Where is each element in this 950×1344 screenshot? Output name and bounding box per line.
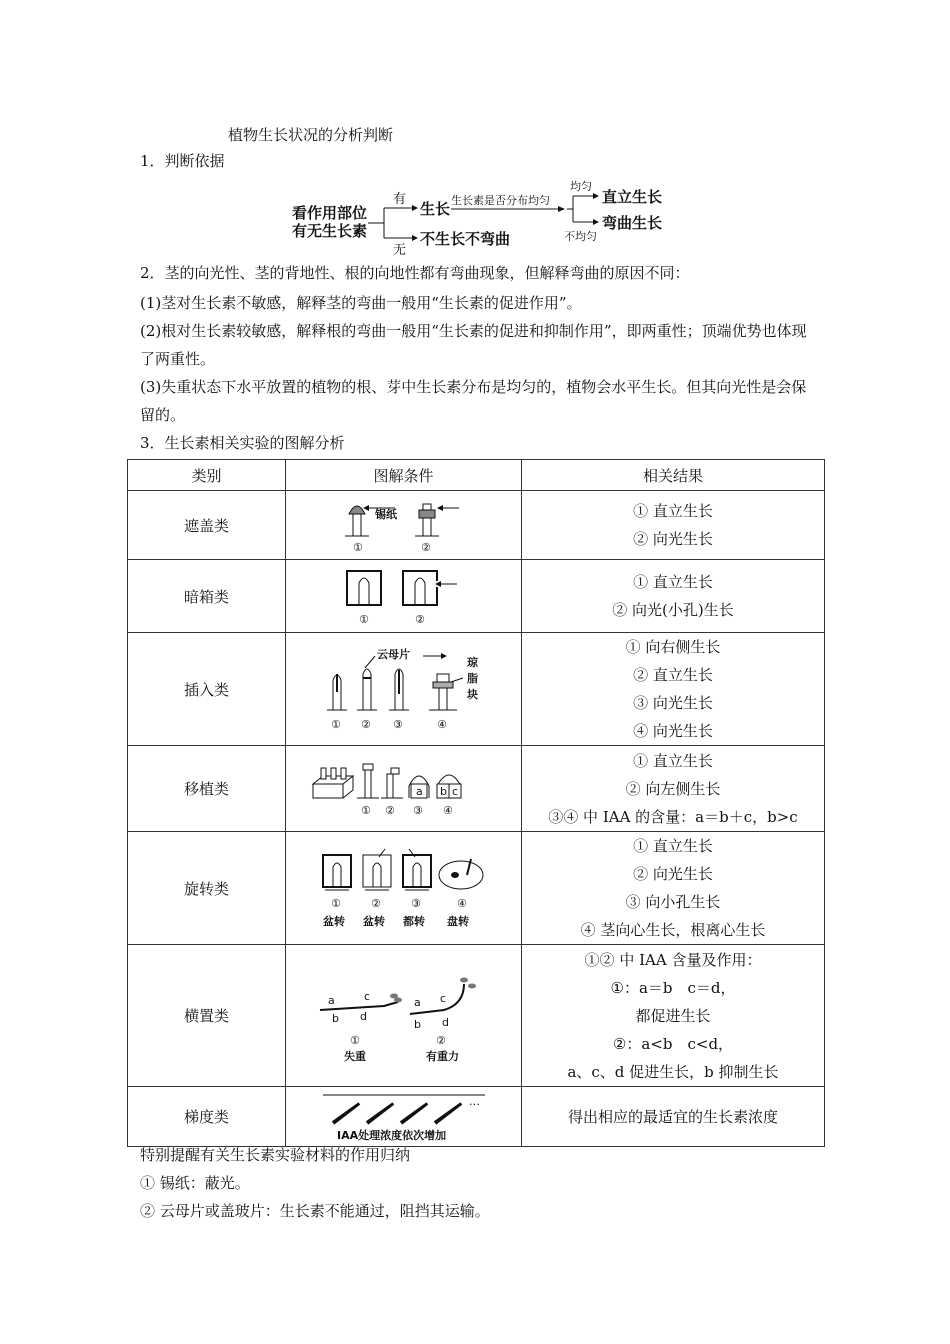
label-1: ① — [330, 718, 341, 731]
header-category: 类别 — [128, 460, 286, 491]
row-category: 横置类 — [128, 945, 286, 1087]
label-2: ② — [384, 803, 395, 817]
result-line: 都促进生长 — [635, 1006, 711, 1025]
table-row — [128, 633, 825, 746]
label-1: ① — [358, 613, 369, 626]
insert-experiment-figure — [319, 644, 489, 734]
row-results — [522, 945, 825, 1087]
flow-start-line1: 看作用部位 — [292, 204, 368, 222]
table-row — [128, 746, 825, 832]
label-agar-3: 块 — [466, 688, 478, 701]
row-category: 插入类 — [128, 633, 286, 746]
row-results — [522, 832, 825, 945]
row-figure — [286, 1087, 522, 1147]
row-figure — [286, 746, 522, 832]
label-gradient: IAA处理浓度依次增加 — [336, 1128, 446, 1142]
row-category: 移植类 — [128, 746, 286, 832]
label-d: d — [441, 1015, 449, 1029]
label-3: ③ — [410, 897, 421, 910]
label-b: b — [439, 784, 447, 798]
label-b: b — [413, 1017, 421, 1031]
transplant-experiment-figure — [309, 758, 499, 820]
label-2: ② — [370, 897, 381, 910]
experiment-table — [127, 459, 825, 1147]
row-figure — [286, 633, 522, 746]
result-line: ③④ 中 IAA 的含量：a＝b＋c，b>c — [548, 807, 798, 826]
label-2: ② — [360, 718, 371, 731]
label-agar-1: 琼 — [466, 656, 478, 669]
result-line: ② 向光(小孔)生长 — [612, 601, 734, 619]
gradient-experiment-figure — [309, 1091, 499, 1143]
section3-heading: 3．生长素相关实验的图解分析 — [140, 434, 345, 452]
horizontal-experiment-figure — [314, 966, 494, 1066]
result-line: ① 直立生长 — [633, 837, 713, 855]
notes-item: ② 云母片或盖玻片：生长素不能通过，阻挡其运输。 — [140, 1202, 490, 1220]
label-d: d — [359, 1009, 367, 1023]
result-line: ② 向左侧生长 — [625, 779, 721, 798]
result-line: ② 直立生长 — [633, 666, 713, 684]
flow-no-grow: 不生长不弯曲 — [420, 230, 511, 248]
label-1: ① — [330, 897, 341, 910]
row-category: 暗箱类 — [128, 560, 286, 633]
flow-straight: 直立生长 — [602, 188, 663, 206]
label-a: a — [327, 993, 335, 1007]
label-c: c — [439, 991, 446, 1005]
darkbox-experiment-figure — [329, 565, 479, 627]
result-line: ① 直立生长 — [633, 751, 713, 770]
result-line: ① 直立生长 — [633, 573, 713, 591]
label-1: ① — [349, 1033, 360, 1047]
result-line: ② 向光生长 — [633, 530, 713, 548]
row-figure — [286, 560, 522, 633]
label-weightless: 失重 — [343, 1049, 366, 1063]
label-agar-2: 脂 — [466, 672, 478, 685]
table-header-row — [128, 460, 825, 491]
label-c: c — [363, 989, 370, 1003]
row-results — [522, 560, 825, 633]
label-4: ④ — [442, 803, 453, 817]
cover-experiment-figure — [329, 496, 479, 554]
notes-section — [140, 1141, 810, 1225]
label-mica: 云母片 — [376, 648, 410, 661]
result-line: ① 向右侧生长 — [625, 638, 721, 656]
label-2: ② — [420, 541, 431, 554]
label-1: ① — [360, 803, 371, 817]
flow-bend: 弯曲生长 — [602, 214, 663, 232]
label-c: c — [451, 784, 458, 798]
flow-start-line2: 有无生长素 — [292, 222, 368, 240]
header-result: 相关结果 — [522, 460, 825, 491]
row-category: 梯度类 — [128, 1087, 286, 1147]
row-figure — [286, 491, 522, 560]
table-row — [128, 560, 825, 633]
result-line: ③ 向光生长 — [633, 694, 713, 712]
table-row — [128, 945, 825, 1087]
label-3: ③ — [412, 803, 423, 817]
header-figure: 图解条件 — [286, 460, 522, 491]
label-2: ② — [414, 613, 425, 626]
result-line: ① 直立生长 — [633, 502, 713, 520]
judgment-flow-diagram — [288, 178, 668, 256]
label-3: ③ — [392, 718, 403, 731]
row-results — [522, 491, 825, 560]
section2-heading: 2．茎的向光性、茎的背地性、根的向地性都有弯曲现象，但解释弯曲的原因不同： — [140, 264, 690, 282]
flow-even: 均匀 — [570, 180, 592, 193]
result-line: ③ 向小孔生长 — [625, 893, 721, 911]
section2-p1: (1)茎对生长素不敏感，解释茎的弯曲一般用“生长素的促进作用”。 — [140, 294, 582, 312]
result-line: ①：a＝b c＝d， — [610, 978, 736, 997]
table-row — [128, 491, 825, 560]
section2-p3: (3)失重状态下水平放置的植物的根、芽中生长素分布是均匀的，植物会水平生长。但其向光性是会保留的。 — [140, 378, 807, 424]
rotation-experiment-figure — [319, 845, 489, 931]
row-results — [522, 746, 825, 832]
label-disk-rotate: 盘转 — [446, 915, 469, 928]
flow-uneven: 不均匀 — [564, 230, 597, 243]
notes-item: ① 锡纸：蔽光。 — [140, 1174, 250, 1192]
table-row — [128, 832, 825, 945]
row-category: 遮盖类 — [128, 491, 286, 560]
section2-p2: (2)根对生长素较敏感，解释根的弯曲一般用“生长素的促进和抑制作用”，即两重性；顶端优势也体现了两重性。 — [140, 322, 807, 368]
label-4: ④ — [456, 897, 467, 910]
flow-has: 有 — [393, 192, 407, 207]
label-4: ④ — [436, 718, 447, 731]
label-b: b — [331, 1011, 339, 1025]
row-results — [522, 1087, 825, 1147]
label-2: ② — [435, 1033, 446, 1047]
flow-none: 无 — [393, 243, 407, 256]
label-pot-rotate-1: 盆转 — [322, 915, 345, 928]
table-row — [128, 1087, 825, 1147]
label-pot-rotate-2: 盆转 — [362, 915, 385, 928]
result-line: a、c、d 促进生长，b 抑制生长 — [567, 1062, 779, 1081]
notes-heading: 特别提醒有关生长素实验材料的作用归纳 — [140, 1146, 411, 1164]
label-all-rotate: 都转 — [402, 915, 425, 928]
flow-condition: 生长素是否分布均匀 — [451, 194, 550, 207]
row-figure — [286, 945, 522, 1087]
label-ellipsis: … — [468, 1094, 480, 1108]
row-figure — [286, 832, 522, 945]
result-line: ② 向光生长 — [633, 865, 713, 883]
row-results — [522, 633, 825, 746]
result-line: 得出相应的最适宜的生长素浓度 — [567, 1107, 778, 1126]
label-foil: 锡纸 — [374, 508, 397, 521]
result-line: ④ 向光生长 — [633, 722, 713, 740]
section1-heading: 1．判断依据 — [140, 152, 225, 170]
label-a: a — [415, 784, 423, 798]
label-a: a — [413, 995, 421, 1009]
row-category: 旋转类 — [128, 832, 286, 945]
result-line: ②：a<b c<d， — [612, 1034, 734, 1053]
label-gravity: 有重力 — [425, 1049, 459, 1063]
label-1: ① — [352, 541, 363, 554]
result-line: ①② 中 IAA 含量及作用： — [584, 950, 762, 969]
page-title: 植物生长状况的分析判断 — [228, 126, 394, 144]
result-line: ④ 茎向心生长，根离心生长 — [580, 921, 766, 939]
flow-grow: 生长 — [420, 200, 451, 218]
